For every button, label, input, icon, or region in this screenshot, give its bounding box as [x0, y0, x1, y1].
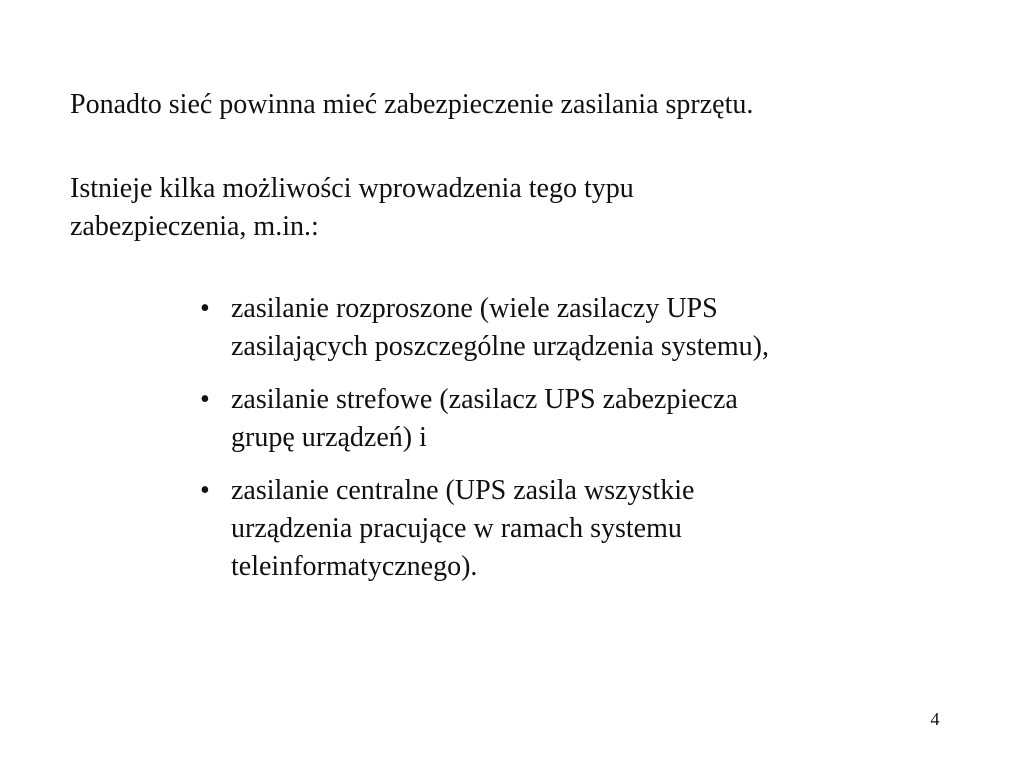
list-item-text: zasilanie rozproszone (wiele zasilaczy UPS zasilających poszczególne urządzenia systemu),: [231, 293, 769, 362]
intro-paragraph: Ponadto sieć powinna mieć zabezpieczenie zasilania sprzętu.: [70, 89, 754, 120]
bullet-icon: •: [200, 384, 210, 415]
list-item-text: zasilanie strefowe (zasilacz UPS zabezpiecza grupę urządzeń) i: [231, 384, 738, 453]
options-paragraph: Istnieje kilka możliwości wprowadzenia tego typu zabezpieczenia, m.in.:: [70, 173, 634, 242]
power-options-list: [196, 290, 916, 601]
bullet-icon: •: [200, 293, 210, 324]
list-item: [196, 381, 916, 457]
list-item-text: zasilanie centralne (UPS zasila wszystkie urządzenia pracujące w ramach systemu teleinformatycznego).: [231, 475, 695, 582]
list-item: [196, 472, 916, 586]
page-number: 4: [930, 709, 940, 729]
list-item: [196, 290, 916, 366]
bullet-icon: •: [200, 475, 210, 506]
